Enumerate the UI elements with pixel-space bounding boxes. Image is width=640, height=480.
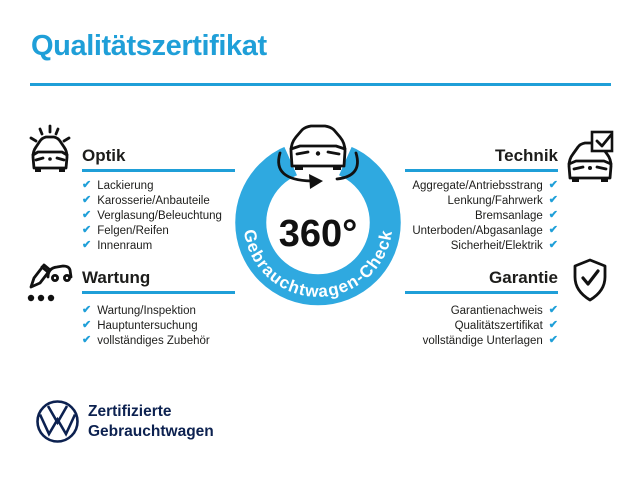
list-item-label: Wartung/Inspektion (97, 304, 196, 317)
check-icon: ✔ (82, 194, 92, 206)
list-item-label: Sicherheit/Elektrik (450, 239, 543, 252)
check-icon: ✔ (548, 179, 558, 191)
wartung-underline (82, 291, 235, 294)
page-title: Qualitätszertifikat (31, 30, 267, 62)
sparkling-car-icon (26, 124, 74, 172)
list-item-label: Karosserie/Anbauteile (97, 194, 210, 207)
check-icon: ✔ (82, 209, 92, 221)
list-item-label: Lenkung/Fahrwerk (447, 194, 543, 207)
check-icon: ✔ (548, 224, 558, 236)
list-item-label: vollständige Unterlagen (422, 334, 543, 347)
brand-text (88, 402, 214, 441)
section-title-garantie: Garantie (489, 268, 558, 287)
badge-degrees: 360° (278, 213, 358, 255)
check-icon: ✔ (82, 239, 92, 251)
check-icon: ✔ (548, 319, 558, 331)
technik-underline (405, 169, 558, 172)
list-item-label: Innenraum (97, 239, 153, 252)
list-item (82, 333, 282, 348)
list-item-label: Bremsanlage (475, 209, 543, 222)
check-icon: ✔ (82, 334, 92, 346)
360-check-badge (218, 112, 418, 322)
list-item-label: Felgen/Reifen (97, 224, 169, 237)
header-divider (30, 83, 611, 86)
list-item-label: Qualitätszertifikat (454, 319, 543, 332)
check-icon: ✔ (82, 179, 92, 191)
list-item-label: Lackierung (97, 179, 154, 192)
optik-underline (82, 169, 235, 172)
list-item (380, 333, 558, 348)
list-item-label: vollständiges Zubehör (97, 334, 210, 347)
pencil-car-checklist-icon (24, 256, 76, 306)
section-title-optik: Optik (82, 146, 126, 165)
brand-line-1: Zertifizierte (88, 403, 172, 420)
garantie-underline (405, 291, 558, 294)
check-icon: ✔ (82, 304, 92, 316)
check-icon: ✔ (548, 239, 558, 251)
check-icon: ✔ (548, 304, 558, 316)
check-icon: ✔ (82, 319, 92, 331)
list-item-label: Hauptuntersuchung (97, 319, 198, 332)
check-icon: ✔ (548, 194, 558, 206)
list-item-label: Aggregate/Antriebsstrang (412, 179, 543, 192)
vw-logo (35, 399, 80, 444)
list-item-label: Verglasung/Beleuchtung (97, 209, 222, 222)
section-title-wartung: Wartung (82, 268, 151, 287)
check-icon: ✔ (82, 224, 92, 236)
check-icon: ✔ (548, 334, 558, 346)
shield-check-icon (572, 258, 608, 304)
brand-line-2: Gebrauchtwagen (88, 422, 214, 440)
badge-ring-label: Gebrauchtwagen-Check (239, 227, 397, 302)
list-item-label: Garantienachweis (450, 304, 543, 317)
list-item-label: Unterboden/Abgasanlage (412, 224, 543, 237)
section-title-technik: Technik (495, 146, 558, 165)
car-checkbox-icon (566, 130, 614, 182)
check-icon: ✔ (548, 209, 558, 221)
